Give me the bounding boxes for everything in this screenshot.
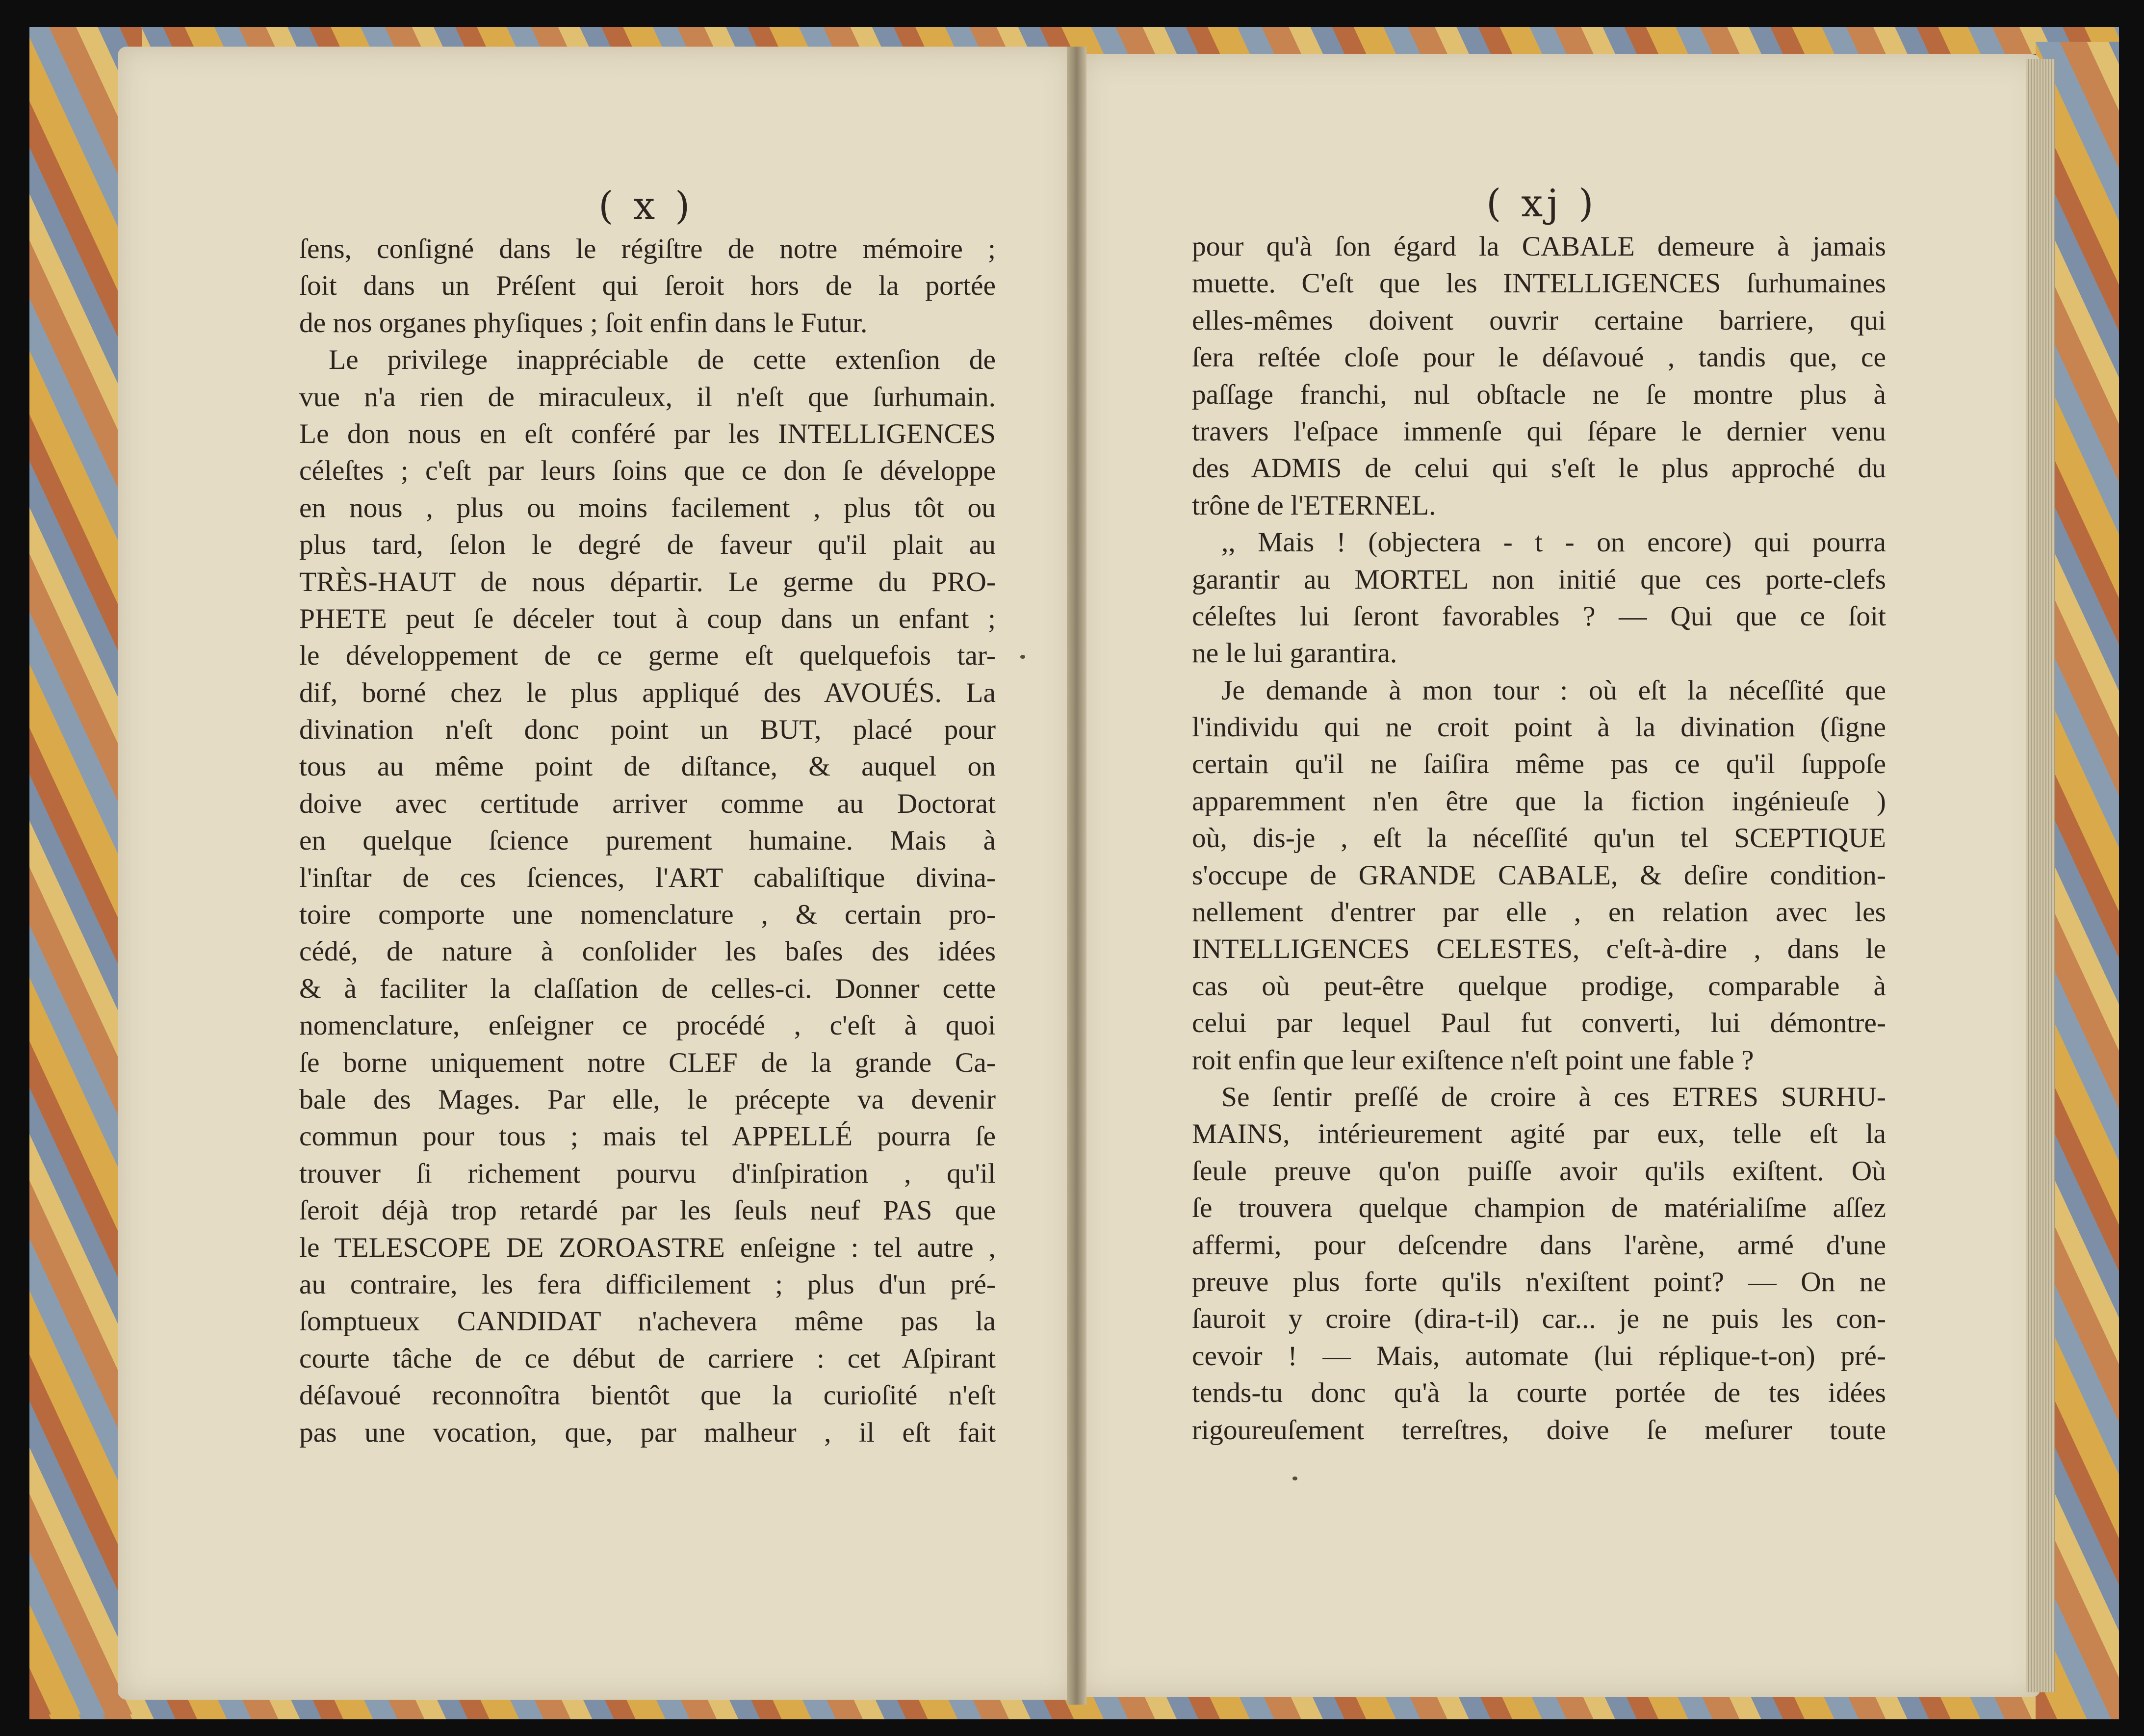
left-page-text: [299, 231, 996, 1451]
text-line: tous au même point de diſtance, & auquel on: [299, 751, 996, 782]
text-line: commun pour tous ; mais tel APPELLÉ pourra ſe: [299, 1121, 996, 1152]
text-line: apparemment n'en être que la fiction ingénieuſe ): [1192, 785, 1886, 817]
text-line: des ADMIS de celui qui s'eſt le plus approché du: [1192, 453, 1886, 484]
text-line: ,, Mais ! (objectera - t - on encore) qui pourra: [1221, 527, 1886, 558]
text-line: ſauroit y croire (dira-t-il) car... je ne puis les con-: [1192, 1303, 1886, 1335]
text-line: nellement d'entrer par elle , en relation avec les: [1192, 897, 1886, 928]
text-line: Le privilege inappréciable de cette extenſion de: [329, 344, 996, 376]
text-line: l'individu qui ne croit point à la divination (ſigne: [1192, 712, 1886, 743]
text-line: pour qu'à ſon égard la CABALE demeure à jamais: [1192, 231, 1886, 262]
text-line: déſavoué reconnoîtra bientôt que la curioſité n'eſt: [299, 1380, 996, 1411]
text-line: le TELESCOPE DE ZOROASTRE enſeigne : tel autre ,: [299, 1232, 996, 1263]
text-line: trône de l'ETERNEL.: [1192, 490, 1436, 521]
text-line: nomenclature, enſeigner ce procédé , c'eſt à quoi: [299, 1010, 996, 1041]
text-line: celui par lequel Paul fut converti, lui démontre-: [1192, 1008, 1886, 1039]
text-line: preuve plus forte qu'ils n'exiſtent point? — On ne: [1192, 1266, 1886, 1297]
text-line: trouver ſi richement pourvu d'inſpiration , qu'il: [299, 1158, 996, 1189]
text-line: paſſage franchi, nul obſtacle ne ſe montre plus à: [1192, 379, 1886, 410]
text-line: cédé, de nature à conſolider les baſes des idées: [299, 936, 996, 967]
ink-speck: [1292, 1477, 1297, 1480]
page-edges: [2026, 59, 2055, 1692]
text-line: PHETE peut ſe déceler tout à coup dans un enfant ;: [299, 603, 996, 634]
text-line: ſe trouvera quelque champion de matérialiſme aſſez: [1192, 1192, 1886, 1224]
text-line: pas une vocation, que, par malheur , il eſt fait: [299, 1417, 996, 1448]
text-line: cas où peut-être quelque prodige, comparable à: [1192, 970, 1886, 1002]
text-line: ne le lui garantira.: [1192, 638, 1397, 669]
text-line: bale des Mages. Par elle, le précepte va devenir: [299, 1084, 996, 1115]
text-line: INTELLIGENCES CELESTES, c'eſt-à-dire , dans le: [1192, 933, 1886, 965]
text-line: affermi, pour deſcendre dans l'arène, armé d'une: [1192, 1229, 1886, 1261]
text-line: l'inſtar de ces ſciences, l'ART cabaliſtique divina-: [299, 862, 996, 893]
text-line: ſe borne uniquement notre CLEF de la grande Ca-: [299, 1047, 996, 1078]
text-line: ſomptueux CANDIDAT n'achevera même pas la: [299, 1306, 996, 1337]
ink-speck: [1020, 655, 1025, 659]
text-line: en nous , plus ou moins facilement , plus tôt ou: [299, 492, 996, 523]
text-line: dif, borné chez le plus appliqué des AVOUÉS. La: [299, 677, 996, 708]
text-line: courte tâche de ce début de carriere : cet Aſpirant: [299, 1343, 996, 1374]
text-line: ſeule preuve qu'on puiſſe avoir qu'ils exiſtent. Où: [1192, 1155, 1886, 1187]
text-line: muette. C'eſt que les INTELLIGENCES ſurhumaines: [1192, 268, 1886, 299]
text-line: divination n'eſt donc point un BUT, placé pour: [299, 714, 996, 746]
text-line: en quelque ſcience purement humaine. Mais à: [299, 825, 996, 856]
text-line: ſoit dans un Préſent qui ſeroit hors de la portée: [299, 270, 996, 302]
text-line: certain qu'il ne ſaiſira même pas ce qu'il ſuppoſe: [1192, 749, 1886, 780]
text-line: ſens, conſigné dans le régiſtre de notre mémoire ;: [299, 233, 996, 264]
text-line: cevoir ! — Mais, automate (lui réplique-t-on) pré-: [1192, 1340, 1886, 1372]
text-line: de nos organes phyſiques ; ſoit enfin dans le Futur.: [299, 307, 868, 338]
text-line: le développement de ce germe eſt quelquefois tar-: [299, 640, 996, 672]
text-line: rigoureuſement terreſtres, doive ſe meſurer toute: [1192, 1414, 1886, 1446]
text-line: Le don nous en eſt conféré par les INTELLIGENCES: [299, 418, 996, 449]
text-line: s'occupe de GRANDE CABALE, & deſire condition-: [1192, 859, 1886, 891]
right-page-number: ( xj ): [1486, 181, 1598, 226]
text-line: tends-tu donc qu'à la courte portée de tes idées: [1192, 1377, 1886, 1409]
text-line: Se ſentir preſſé de croire à ces ETRES SURHU-: [1221, 1081, 1886, 1113]
text-line: Je demande à mon tour : où eſt la néceſſité que: [1221, 674, 1886, 706]
book-gutter: [1067, 47, 1086, 1705]
text-line: TRÈS-HAUT de nous départir. Le germe du PRO-: [299, 566, 996, 597]
text-line: au contraire, les fera difficilement ; plus d'un pré-: [299, 1269, 996, 1300]
text-line: vue n'a rien de miraculeux, il n'eſt que ſurhumain.: [299, 381, 996, 413]
text-line: céleſtes ; c'eſt par leurs ſoins que ce don ſe développe: [299, 455, 996, 487]
text-line: où, dis-je , eſt la néceſſité qu'un tel SCEPTIQUE: [1192, 823, 1886, 854]
left-page-number: ( x ): [598, 184, 694, 228]
text-line: elles-mêmes doivent ouvrir certaine barriere, qui: [1192, 305, 1886, 336]
text-line: travers l'eſpace immenſe qui ſépare le dernier venu: [1192, 415, 1886, 447]
text-line: & à faciliter la claſſation de celles-ci. Donner cette: [299, 973, 996, 1004]
text-line: plus tard, ſelon le degré de faveur qu'il plait au: [299, 529, 996, 561]
text-line: roit enfin que leur exiſtence n'eſt point une fable ?: [1192, 1044, 1754, 1076]
text-line: garantir au MORTEL non initié que ces porte-clefs: [1192, 564, 1886, 595]
text-line: ſeroit déjà trop retardé par les ſeuls neuf PAS que: [299, 1195, 996, 1226]
text-line: céleſtes lui ſeront favorables ? — Qui que ce ſoit: [1192, 600, 1886, 632]
text-line: MAINS, intérieurement agité par eux, telle eſt la: [1192, 1118, 1886, 1150]
right-page-text: [1192, 228, 1886, 1449]
text-line: toire comporte une nomenclature , & certain pro-: [299, 899, 996, 931]
text-line: doive avec certitude arriver comme au Doctorat: [299, 788, 996, 819]
text-line: ſera reſtée cloſe pour le déſavoué , tandis que, ce: [1192, 342, 1886, 373]
